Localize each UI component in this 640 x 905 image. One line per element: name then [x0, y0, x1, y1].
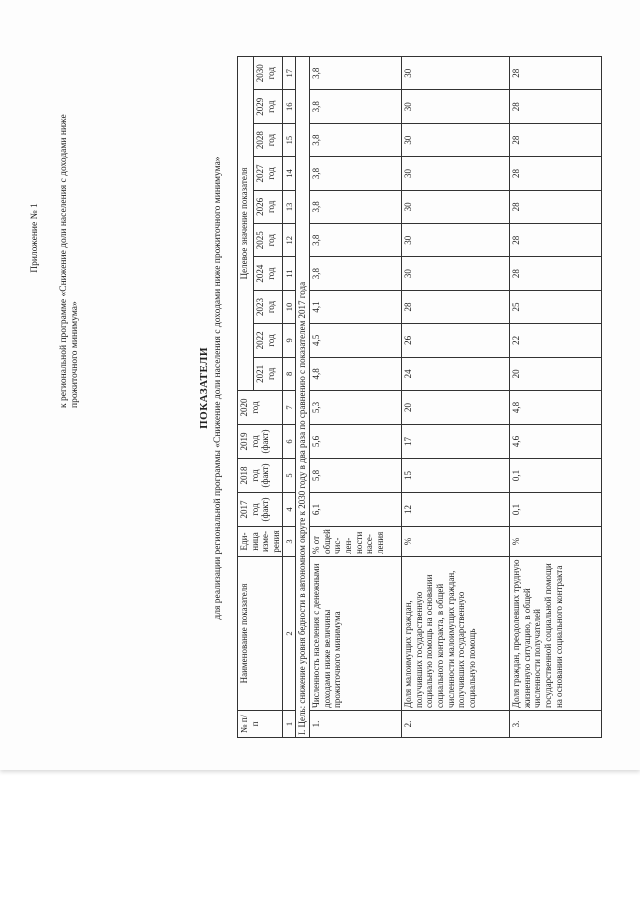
- row-value: 3,8: [310, 190, 402, 223]
- row-value: 0,1: [510, 459, 602, 493]
- column-number: 16: [283, 90, 296, 123]
- row-value: 28: [510, 257, 602, 290]
- row-value: 5,8: [310, 459, 402, 493]
- table-row: [510, 56, 602, 737]
- row-unit: %: [402, 527, 510, 557]
- row-value: 30: [402, 90, 510, 123]
- header-year: 2030 год: [254, 56, 283, 90]
- row-value: 20: [402, 391, 510, 425]
- row-value: 30: [402, 224, 510, 257]
- header-2019: 2019 год (факт): [238, 425, 283, 459]
- row-value: 4,5: [310, 324, 402, 357]
- row-value: 30: [402, 157, 510, 190]
- row-unit: %: [510, 527, 602, 557]
- column-number: 7: [283, 391, 296, 425]
- row-value: 5,6: [310, 425, 402, 459]
- appendix-number: Приложение № 1: [30, 203, 40, 273]
- table-row: [402, 56, 510, 737]
- row-value: 28: [402, 290, 510, 323]
- row-value: 3,8: [310, 224, 402, 257]
- row-num: 2.: [402, 711, 510, 738]
- row-name: Численность населения с денежными доходами ниже величины прожиточного минимума: [310, 557, 402, 711]
- row-name: Доля граждан, преодолевших трудную жизненную ситуацию, в общей численности получателей государственной социальной помощи на основании социального контракта: [510, 557, 602, 711]
- document-title: ПОКАЗАТЕЛИ: [198, 347, 210, 429]
- column-number: 5: [283, 459, 296, 493]
- row-value: 4,1: [310, 290, 402, 323]
- header-year: 2025 год: [254, 224, 283, 257]
- row-value: 28: [510, 224, 602, 257]
- row-value: 17: [402, 425, 510, 459]
- column-number: 4: [283, 493, 296, 527]
- header-year: 2029 год: [254, 90, 283, 123]
- row-unit: % от общей чис-лен-ности насе-ления: [310, 527, 402, 557]
- column-number: 12: [283, 224, 296, 257]
- header-year: 2024 год: [254, 257, 283, 290]
- row-value: 3,8: [310, 157, 402, 190]
- column-number: 14: [283, 157, 296, 190]
- column-number: 10: [283, 290, 296, 323]
- row-value: 4,8: [310, 357, 402, 390]
- column-number: 9: [283, 324, 296, 357]
- column-number: 13: [283, 190, 296, 223]
- table-row: [310, 56, 402, 737]
- header-num: № п/п: [238, 711, 283, 738]
- column-number: 11: [283, 257, 296, 290]
- row-num: 1.: [310, 711, 402, 738]
- row-value: 3,8: [310, 123, 402, 156]
- header-year: 2023 год: [254, 290, 283, 323]
- row-value: 3,8: [310, 56, 402, 90]
- row-value: 20: [510, 357, 602, 390]
- goal-text: I. Цель: снижение уровня бедности в автономном округе к 2030 году в два раза по сравнению с показателем 2017 года: [296, 56, 310, 737]
- header-2017: 2017 год (факт): [238, 493, 283, 527]
- column-number: 3: [283, 527, 296, 557]
- header-2020: 2020 год: [238, 391, 283, 425]
- rotated-content: [22, 38, 582, 738]
- header-2018: 2018 год (факт): [238, 459, 283, 493]
- indicators-table: [237, 56, 602, 738]
- row-value: 0,1: [510, 493, 602, 527]
- row-value: 30: [402, 123, 510, 156]
- header-name: Наименование показателя: [238, 557, 283, 711]
- row-value: 25: [510, 290, 602, 323]
- column-number: 8: [283, 357, 296, 390]
- row-value: 6,1: [310, 493, 402, 527]
- header-target: Целевое значение показателя: [238, 56, 254, 390]
- row-value: 4,6: [510, 425, 602, 459]
- row-num: 3.: [510, 711, 602, 738]
- column-number: 6: [283, 425, 296, 459]
- row-value: 30: [402, 190, 510, 223]
- header-year: 2026 год: [254, 190, 283, 223]
- table-header-row: [238, 56, 254, 737]
- header-year: 2027 год: [254, 157, 283, 190]
- goal-row: [296, 56, 310, 737]
- column-number-row: [283, 56, 296, 737]
- appendix-block: [30, 108, 82, 408]
- row-value: 28: [510, 123, 602, 156]
- row-name: Доля малоимущих граждан, получивших государственную социальную помощь на основании социального контракта, в общей численности малоимущих граждан, получивших государственную социальную помощь: [402, 557, 510, 711]
- row-value: 28: [510, 190, 602, 223]
- column-number: 17: [283, 56, 296, 90]
- column-number: 1: [283, 711, 296, 738]
- appendix-text: к региональной программе «Снижение доли населения с доходами ниже прожиточного минимума»: [59, 114, 81, 408]
- row-value: 5,3: [310, 391, 402, 425]
- row-value: 4,8: [510, 391, 602, 425]
- row-value: 3,8: [310, 90, 402, 123]
- document-subtitle: для реализации региональной программы «Снижение доли населения с доходами ниже прожиточного минимума»: [212, 156, 223, 620]
- header-unit: Еди-ница изме-рения: [238, 527, 283, 557]
- row-value: 28: [510, 157, 602, 190]
- row-value: 12: [402, 493, 510, 527]
- row-value: 28: [510, 90, 602, 123]
- row-value: 3,8: [310, 257, 402, 290]
- row-value: 26: [402, 324, 510, 357]
- header-year: 2021 год: [254, 357, 283, 390]
- document-heading: [198, 38, 224, 738]
- header-year: 2022 год: [254, 324, 283, 357]
- row-value: 22: [510, 324, 602, 357]
- header-year: 2028 год: [254, 123, 283, 156]
- column-number: 15: [283, 123, 296, 156]
- column-number: 2: [283, 557, 296, 711]
- row-value: 24: [402, 357, 510, 390]
- row-value: 30: [402, 257, 510, 290]
- row-value: 30: [402, 56, 510, 90]
- row-value: 28: [510, 56, 602, 90]
- row-value: 15: [402, 459, 510, 493]
